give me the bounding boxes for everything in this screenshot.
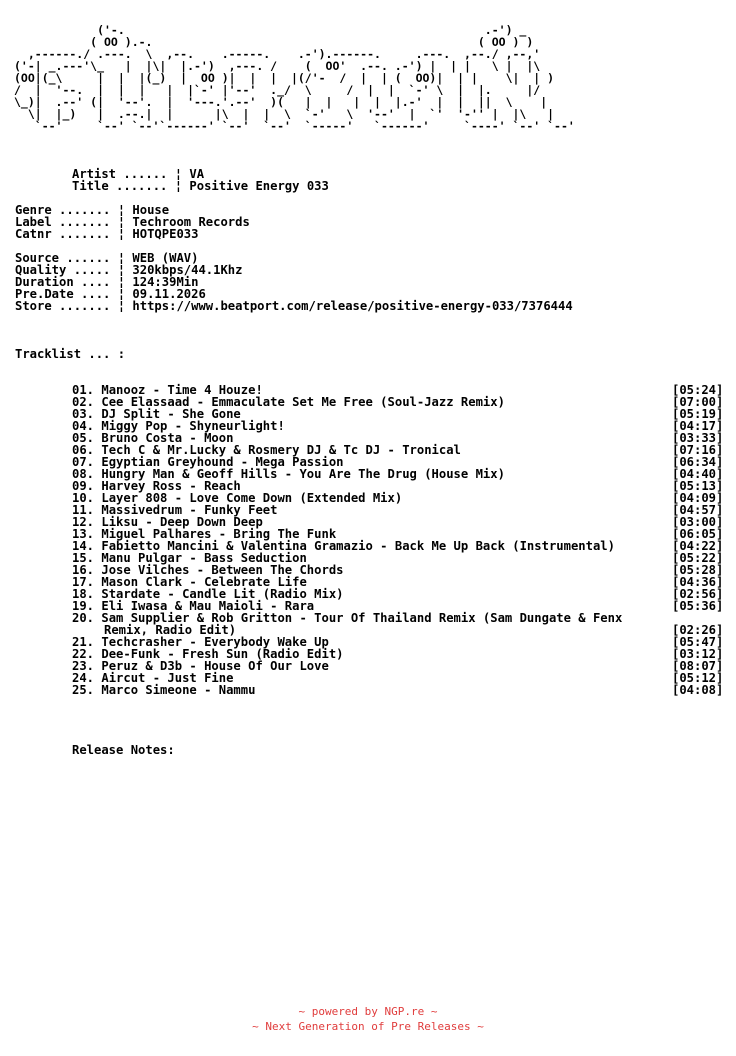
info-value: 320kbps/44.1Khz xyxy=(132,263,243,277)
track-title: Peruz & D3b - House Of Our Love xyxy=(101,659,329,673)
info-row xyxy=(15,228,198,240)
info-label: Artist ...... xyxy=(72,167,168,181)
track-title: Techcrasher - Everybody Wake Up xyxy=(101,635,329,649)
track-title: Layer 808 - Love Come Down (Extended Mix) xyxy=(101,491,403,505)
info-label: Source ...... xyxy=(15,251,111,265)
track-number: 21. xyxy=(72,635,95,649)
track-title: Stardate - Candle Lit (Radio Mix) xyxy=(101,587,344,601)
info-separator: ¦ xyxy=(174,167,183,181)
track-title: Manooz - Time 4 Houze! xyxy=(101,383,263,397)
track-title: Miguel Palhares - Bring The Funk xyxy=(101,527,337,541)
track-number: 19. xyxy=(72,599,95,613)
track-duration: [05:47] xyxy=(672,635,724,649)
track-number: 10. xyxy=(72,491,95,505)
footer-powered-by[interactable]: ~ powered by NGP.re ~ xyxy=(298,1005,438,1018)
track-title: Miggy Pop - Shyneurlight! xyxy=(101,419,285,433)
track-number: 14. xyxy=(72,539,95,553)
track-title: Liksu - Deep Down Deep xyxy=(101,515,263,529)
track-duration: [04:36] xyxy=(672,575,724,589)
track-title: Marco Simeone - Nammu xyxy=(101,683,256,697)
track-duration: [03:00] xyxy=(672,515,724,529)
info-value: House xyxy=(132,203,170,217)
track-duration: [04:09] xyxy=(672,491,724,505)
track-title: Aircut - Just Fine xyxy=(101,671,234,685)
track-title: Sam Supplier & Rob Gritton - Tour Of Thailand Remix (Sam Dungate & Fenx xyxy=(101,611,623,625)
track-title: Hungry Man & Geoff Hills - You Are The Drug (House Mix) xyxy=(101,467,505,481)
track-title: Mason Clark - Celebrate Life xyxy=(101,575,307,589)
track-duration: [06:05] xyxy=(672,527,724,541)
info-row xyxy=(15,300,573,312)
info-label: Duration .... xyxy=(15,275,111,289)
track-duration: [05:28] xyxy=(672,563,724,577)
track-title-continued: Remix, Radio Edit) xyxy=(104,623,237,637)
track-title: Tech C & Mr.Lucky & Rosmery DJ & Tc DJ - Tronical xyxy=(101,443,461,457)
info-label: Title ....... xyxy=(72,179,168,193)
info-separator: ¦ xyxy=(117,299,126,313)
track-duration: [07:16] xyxy=(672,443,724,457)
track-number: 13. xyxy=(72,527,95,541)
track-number: 18. xyxy=(72,587,95,601)
track-number: 17. xyxy=(72,575,95,589)
track-number: 15. xyxy=(72,551,95,565)
track-duration: [04:40] xyxy=(672,467,724,481)
track-duration: [04:57] xyxy=(672,503,724,517)
info-separator: ¦ xyxy=(117,287,126,301)
track-number: 20. xyxy=(72,611,95,625)
release-notes-heading: Release Notes: xyxy=(72,743,175,757)
track-row xyxy=(72,684,728,696)
info-value: WEB (WAV) xyxy=(132,251,199,265)
track-duration: [08:07] xyxy=(672,659,724,673)
tracklist-heading: Tracklist ... : xyxy=(15,347,126,361)
track-title: DJ Split - She Gone xyxy=(101,407,241,421)
track-number: 12. xyxy=(72,515,95,529)
track-duration: [07:00] xyxy=(672,395,724,409)
track-duration: [05:36] xyxy=(672,599,724,613)
track-title: Manu Pulgar - Bass Seduction xyxy=(101,551,307,565)
track-number: 22. xyxy=(72,647,95,661)
track-duration: [04:22] xyxy=(672,539,724,553)
track-number: 09. xyxy=(72,479,95,493)
info-row xyxy=(72,180,329,192)
track-number: 05. xyxy=(72,431,95,445)
track-number: 02. xyxy=(72,395,95,409)
track-number: 04. xyxy=(72,419,95,433)
info-separator: ¦ xyxy=(117,227,126,241)
track-number: 01. xyxy=(72,383,95,397)
info-value: HOTQPE033 xyxy=(132,227,199,241)
info-label: Label ....... xyxy=(15,215,111,229)
track-number: 08. xyxy=(72,467,95,481)
footer xyxy=(0,1004,736,1034)
info-value: Positive Energy 033 xyxy=(189,179,329,193)
info-label: Quality ..... xyxy=(15,263,111,277)
track-duration: [02:26] xyxy=(672,623,724,637)
track-number: 07. xyxy=(72,455,95,469)
track-duration: [02:56] xyxy=(672,587,724,601)
track-duration: [06:34] xyxy=(672,455,724,469)
track-title: Egyptian Greyhound - Mega Passion xyxy=(101,455,344,469)
info-value[interactable]: https://www.beatport.com/release/positive-energy-033/7376444 xyxy=(132,299,573,313)
track-title: Bruno Costa - Moon xyxy=(101,431,234,445)
info-separator: ¦ xyxy=(117,203,126,217)
info-separator: ¦ xyxy=(174,179,183,193)
track-number: 25. xyxy=(72,683,95,697)
track-title: Massivedrum - Funky Feet xyxy=(101,503,278,517)
track-number: 23. xyxy=(72,659,95,673)
footer-tagline: ~ Next Generation of Pre Releases ~ xyxy=(252,1020,484,1033)
track-number: 11. xyxy=(72,503,95,517)
info-label: Catnr ....... xyxy=(15,227,111,241)
info-separator: ¦ xyxy=(117,251,126,265)
track-title: Fabietto Mancini & Valentina Gramazio - Back Me Up Back (Instrumental) xyxy=(101,539,615,553)
track-duration: [04:08] xyxy=(672,683,724,697)
track-title: Cee Elassaad - Emmaculate Set Me Free (Soul-Jazz Remix) xyxy=(101,395,505,409)
track-duration: [03:33] xyxy=(672,431,724,445)
track-number: 06. xyxy=(72,443,95,457)
track-title: Jose Vilches - Between The Chords xyxy=(101,563,344,577)
track-duration: [05:22] xyxy=(672,551,724,565)
track-duration: [05:12] xyxy=(672,671,724,685)
track-duration: [05:13] xyxy=(672,479,724,493)
track-number: 03. xyxy=(72,407,95,421)
info-label: Genre ....... xyxy=(15,203,111,217)
track-duration: [05:19] xyxy=(672,407,724,421)
info-value: 09.11.2026 xyxy=(132,287,206,301)
track-duration: [05:24] xyxy=(672,383,724,397)
track-number: 24. xyxy=(72,671,95,685)
info-separator: ¦ xyxy=(117,263,126,277)
info-separator: ¦ xyxy=(117,275,126,289)
info-value: 124:39Min xyxy=(132,275,199,289)
track-title: Harvey Ross - Reach xyxy=(101,479,241,493)
track-title: Dee-Funk - Fresh Sun (Radio Edit) xyxy=(101,647,344,661)
info-value: Techroom Records xyxy=(132,215,250,229)
track-duration: [04:17] xyxy=(672,419,724,433)
info-separator: ¦ xyxy=(117,215,126,229)
ascii-logo-banner: ('-. .-') _ ( OO ).-. ( OO ) ) ,------./ .---. \ ,--. .-----. .-').------. .---. ,--./ ,--,' ('-| _.---'\_ | |\| |.-') ,---. / ( OO' .--. .-') | | | \ | |\ (OO|(_\ | | |(_) | OO )| | | |(/'- / | | ( OO)| | | \| | ) / | '--. | | | | |`-' |'--' ._/ \ / | | `-' \ | |. |/ \_)| .--' (| '--'. | '---.'.--' )( | | | | |.-' | | || \ | \| |_) | .--.| | |\ | | \ `-' \ '--' | `' '-'' | |\ | `--' `--' `--'`------' `--' `--' `-----' `------' `----' `--' `--' xyxy=(14,23,575,133)
info-label: Pre.Date .... xyxy=(15,287,111,301)
track-title: Eli Iwasa & Mau Maioli - Rara xyxy=(101,599,315,613)
info-label: Store ....... xyxy=(15,299,111,313)
track-duration: [03:12] xyxy=(672,647,724,661)
info-value: VA xyxy=(189,167,205,181)
track-number: 16. xyxy=(72,563,95,577)
